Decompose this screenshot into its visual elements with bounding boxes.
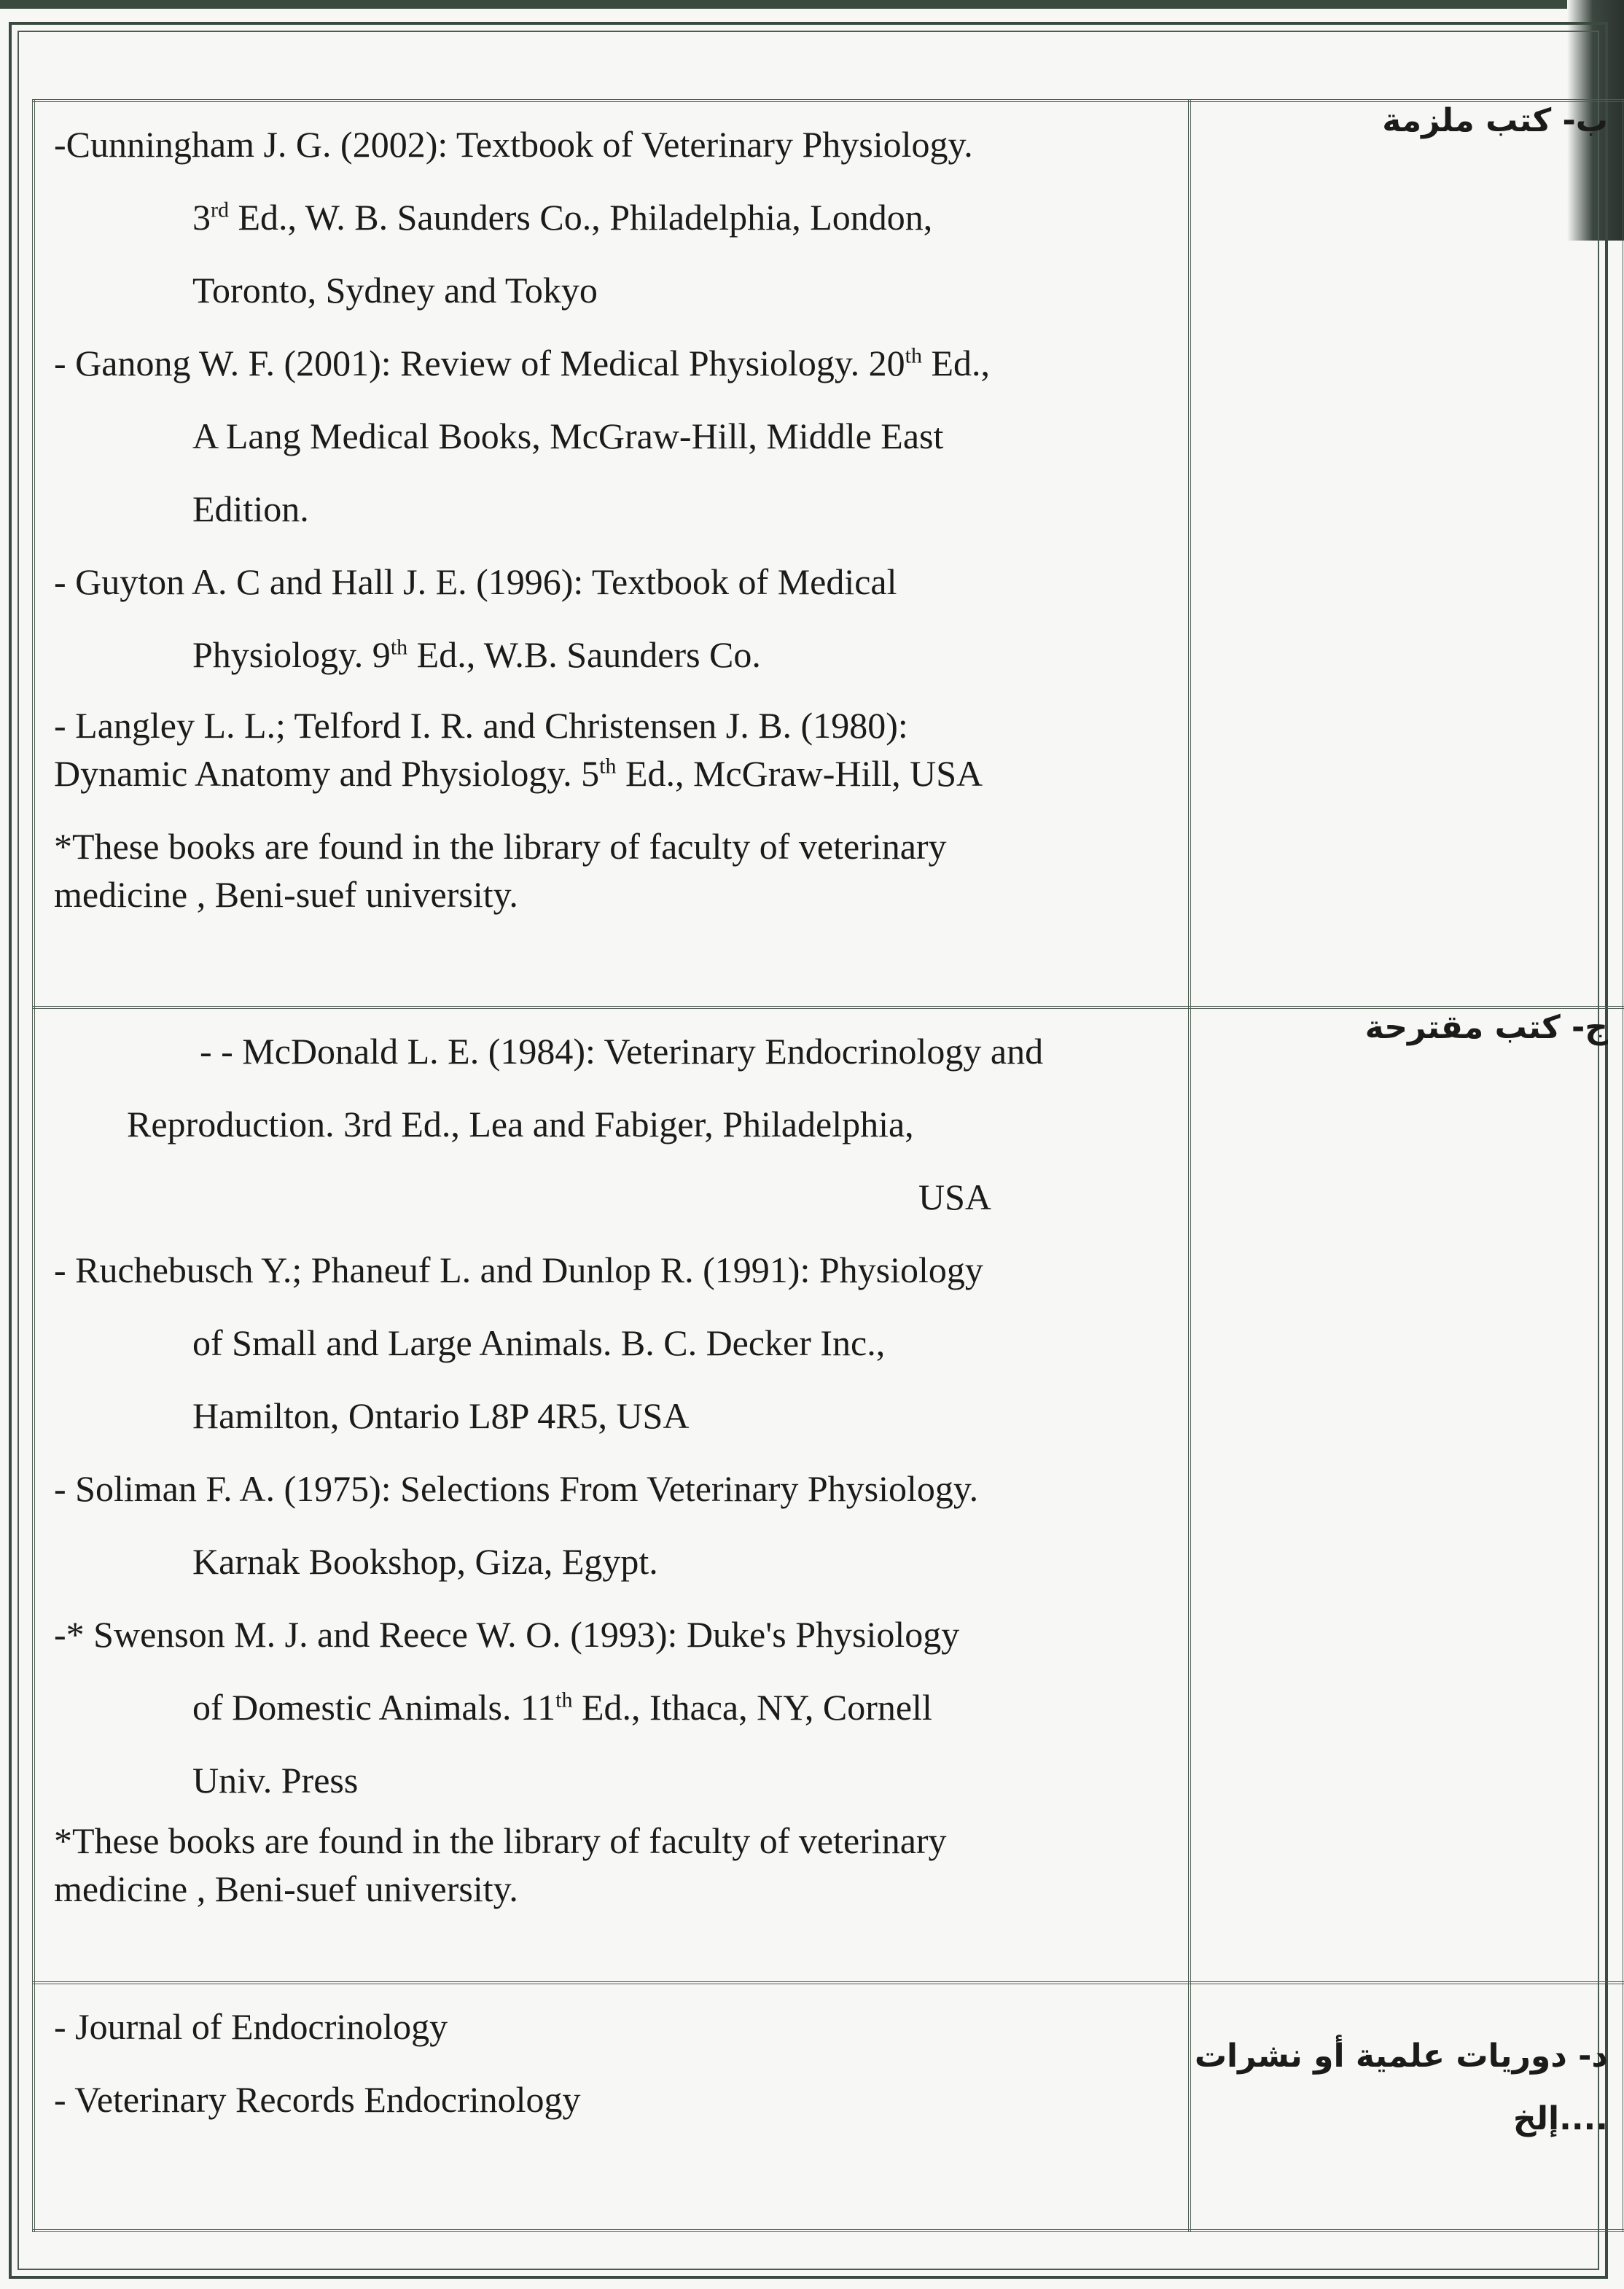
ref-swenson-line3: Univ. Press — [192, 1760, 359, 1801]
journal-item: - Veterinary Records Endocrinology — [54, 2079, 581, 2120]
ref-ruchebusch-line1: - Ruchebusch Y.; Phaneuf L. and Dunlop R. (1991): Physiology — [54, 1249, 983, 1290]
ref-ruchebusch-line3: Hamilton, Ontario L8P 4R5, USA — [192, 1395, 690, 1436]
library-note-line1: *These books are found in the library of faculty of veterinary — [54, 826, 947, 867]
library-note-line2: medicine , Beni-suef university. — [54, 874, 518, 915]
required-books-label-cell — [1190, 101, 1624, 1007]
required-books-cell — [34, 101, 1190, 1007]
row-required-books — [34, 101, 1624, 1007]
ref-mcdonald-line1: - - McDonald L. E. (1984): Veterinary Endocrinology and — [200, 1031, 1044, 1072]
library-note-line2: medicine , Beni-suef university. — [54, 1868, 518, 1909]
ref-ganong-line2: A Lang Medical Books, McGraw-Hill, Middle East — [192, 416, 944, 456]
scan-edge — [0, 0, 1624, 9]
ref-mcdonald-line3: USA — [918, 1177, 991, 1217]
ref-ruchebusch-line2: of Small and Large Animals. B. C. Decker Inc., — [192, 1322, 886, 1363]
journals-cell — [34, 1983, 1190, 2231]
ref-cunningham-line1: -Cunningham J. G. (2002): Textbook of Veterinary Physiology. — [54, 124, 973, 165]
ref-mcdonald-line2: Reproduction. 3rd Ed., Lea and Fabiger, Philadelphia, — [127, 1104, 914, 1144]
label-suggested-books: ج- كتب مقترحة — [1365, 1009, 1608, 1046]
suggested-books-cell — [34, 1007, 1190, 1983]
ref-swenson-line1: -* Swenson M. J. and Reece W. O. (1993): Duke's Physiology — [54, 1614, 960, 1655]
label-journals — [1191, 1984, 1623, 2150]
label-journals-line1: د- دوريات علمية أو نشرات — [1194, 2038, 1608, 2075]
row-journals — [34, 1983, 1624, 2231]
journal-item: - Journal of Endocrinology — [54, 2006, 448, 2047]
row-suggested-books — [34, 1007, 1624, 1983]
journals-label-cell — [1190, 1983, 1624, 2231]
ref-guyton-line2: Physiology. 9th Ed., W.B. Saunders Co. — [192, 634, 761, 675]
ref-soliman-line1: - Soliman F. A. (1975): Selections From Veterinary Physiology. — [54, 1468, 979, 1509]
ref-langley-line1: - Langley L. L.; Telford I. R. and Christensen J. B. (1980): — [54, 705, 908, 746]
ref-guyton-line1: - Guyton A. C and Hall J. E. (1996): Textbook of Medical — [54, 561, 897, 602]
library-note-line1: *These books are found in the library of faculty of veterinary — [54, 1820, 947, 1861]
ref-soliman-line2: Karnak Bookshop, Giza, Egypt. — [192, 1541, 658, 1582]
suggested-books-label-cell — [1190, 1007, 1624, 1983]
ref-cunningham-line2: 3rd Ed., W. B. Saunders Co., Philadelphia, London, — [192, 197, 933, 238]
ref-swenson-line2: of Domestic Animals. 11th Ed., Ithaca, NY, Cornell — [192, 1687, 932, 1728]
ref-ganong-line3: Edition. — [192, 488, 309, 529]
label-journals-line2: ....إلخ — [1512, 2100, 1608, 2137]
label-required-books: ب- كتب ملزمة — [1382, 102, 1608, 139]
ref-cunningham-line3: Toronto, Sydney and Tokyo — [192, 270, 598, 311]
ref-langley-line2: Dynamic Anatomy and Physiology. 5th Ed., McGraw-Hill, USA — [54, 753, 983, 794]
ref-ganong-line1: - Ganong W. F. (2001): Review of Medical Physiology. 20th Ed., — [54, 343, 991, 383]
references-table — [32, 99, 1624, 2232]
